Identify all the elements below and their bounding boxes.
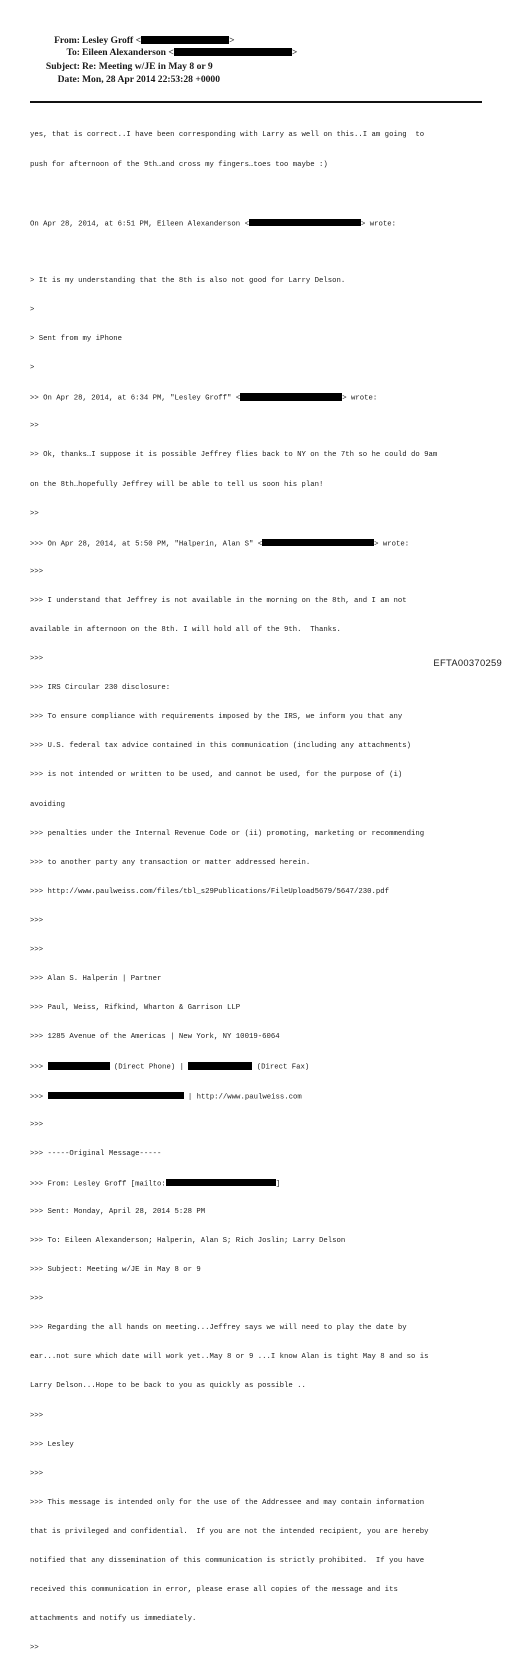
body-line: on the 8th…hopefully Jeffrey will be able to tell us soon his plan!: [30, 480, 324, 489]
body-line: >>> Paul, Weiss, Rifkind, Wharton & Garrison LLP: [30, 1004, 241, 1013]
body-line: notified that any dissemination of this communication is strictly prohibited. If you have: [30, 1557, 425, 1565]
body-line: >>>: [30, 1469, 44, 1478]
body-line: >>: [30, 422, 39, 431]
body-text: >>>: [30, 1063, 48, 1072]
body-line: avoiding: [30, 800, 66, 809]
body-line: [30, 393, 480, 403]
body-text: (Direct Phone) |: [109, 1063, 189, 1072]
body-line: >>> to another party any transaction or matter addressed herein.: [30, 858, 311, 867]
body-line: >>> 1285 Avenue of the Americas | New York, NY 10019-6064: [30, 1033, 280, 1042]
body-line: push for afternoon of the 9th…and cross my fingers…toes too maybe :): [30, 160, 328, 169]
body-line: >>> Lesley: [30, 1440, 74, 1449]
body-line: >>> Alan S. Halperin | Partner: [30, 975, 162, 984]
redaction-box: [48, 1092, 184, 1100]
body-line: [30, 1062, 480, 1072]
body-line: available in afternoon on the 8th. I will hold all of the 9th. Thanks.: [30, 626, 341, 634]
body-line: >>>: [30, 916, 44, 925]
body-line: >>> Subject: Meeting w/JE in May 8 or 9: [30, 1266, 201, 1275]
bates-number: EFTA00370259: [433, 657, 502, 668]
subject-value: Re: Meeting w/JE in May 8 or 9: [82, 61, 213, 72]
body-line: >>> Sent: Monday, April 28, 2014 5:28 PM: [30, 1207, 206, 1216]
subject-label: Subject:: [45, 61, 80, 72]
body-line: ear...not sure which date will work yet..May 8 or 9 ...I know Alan is tight May 8 and so is: [30, 1353, 429, 1362]
redaction-box: [188, 1062, 252, 1070]
body-line: Larry Delson...Hope to be back to you as quickly as possible ..: [30, 1382, 306, 1391]
body-text: > wrote:: [342, 394, 378, 403]
body-line: >>> Regarding the all hands on meeting...Jeffrey says we will need to play the date by: [30, 1324, 407, 1333]
body-line: >>> To: Eileen Alexanderson; Halperin, Alan S; Rich Joslin; Larry Delson: [30, 1236, 346, 1245]
body-line: [30, 219, 480, 229]
body-line: >>>: [30, 1411, 44, 1420]
body-text: >>> From: Lesley Groff [mailto:: [30, 1180, 166, 1189]
body-line: >>> I understand that Jeffrey is not available in the morning on the 8th, and I am not: [30, 596, 407, 605]
redaction-box: [48, 1062, 110, 1070]
from-close: >: [229, 35, 235, 46]
to-label: To:: [66, 47, 80, 58]
body-text: >>>: [30, 1093, 48, 1101]
body-line: >> Ok, thanks…I suppose it is possible Jeffrey flies back to NY on the 7th so he could do 9am: [30, 451, 438, 460]
body-line: >>> U.S. federal tax advice contained in this communication (including any attachments): [30, 742, 411, 751]
header-date-row: [0, 73, 512, 86]
redaction-box: [262, 539, 374, 547]
body-line: that is privileged and confidential. If you are not the intended recipient, you are hereby: [30, 1527, 429, 1536]
body-line: >>> To ensure compliance with requirements imposed by the IRS, we inform you that any: [30, 713, 403, 722]
redaction-box: [249, 219, 361, 227]
date-label: Date:: [57, 74, 80, 85]
body-line: >>> http://www.paulweiss.com/files/tbl_s29Publications/FileUpload5679/5647/230.pdf: [30, 887, 390, 896]
body-line: received this communication in error, please erase all copies of the message and its: [30, 1586, 398, 1595]
body-line: >>>: [30, 655, 44, 664]
body-text: | http://www.paulweiss.com: [183, 1093, 302, 1101]
body-line: >>>: [30, 946, 44, 955]
body-text: >> On Apr 28, 2014, at 6:34 PM, "Lesley Groff" <: [30, 394, 241, 403]
body-line: > It is my understanding that the 8th is also not good for Larry Delson.: [30, 276, 346, 285]
body-text: >>> On Apr 28, 2014, at 5:50 PM, "Halperin, Alan S" <: [30, 540, 263, 549]
body-line: >>>: [30, 567, 44, 576]
body-text: (Direct Fax): [252, 1063, 310, 1072]
email-body: [30, 112, 480, 1673]
from-value: Lesley Groff <: [82, 35, 142, 46]
from-label: From:: [54, 35, 80, 46]
body-text: > wrote:: [374, 540, 410, 549]
redaction-box: [166, 1179, 276, 1187]
body-line: >>: [30, 1644, 39, 1653]
body-line: >>> is not intended or written to be used, and cannot be used, for the purpose of (i): [30, 771, 403, 780]
body-line: >: [30, 364, 35, 373]
body-line: >>> penalties under the Internal Revenue Code or (ii) promoting, marketing or recommending: [30, 829, 425, 838]
redaction-box: [141, 36, 229, 44]
header-to-row: [0, 46, 512, 59]
body-line: [30, 1092, 480, 1102]
redaction-box: [174, 48, 292, 56]
body-line: [30, 1179, 480, 1189]
body-line: > Sent from my iPhone: [30, 335, 122, 344]
body-line: >>>: [30, 1120, 44, 1129]
body-line: yes, that is correct..I have been corresponding with Larry as well on this..I am going to: [30, 131, 425, 140]
body-line: [30, 539, 480, 549]
body-line: attachments and notify us immediately.: [30, 1615, 197, 1624]
to-value: Eileen Alexanderson <: [82, 47, 174, 58]
header-divider: [30, 101, 482, 103]
body-line: >: [30, 305, 35, 314]
body-line: >>>: [30, 1295, 44, 1304]
body-text: > wrote:: [360, 220, 396, 229]
body-line: >>> -----Original Message-----: [30, 1149, 162, 1158]
to-close: >: [291, 47, 298, 58]
header-subject-row: [0, 60, 512, 73]
body-line: >>> This message is intended only for the use of the Addressee and may contain information: [30, 1498, 425, 1507]
redaction-box: [240, 393, 342, 401]
date-value: Mon, 28 Apr 2014 22:53:28 +0000: [82, 74, 221, 85]
body-line: >>: [30, 509, 39, 518]
body-text: ]: [275, 1180, 281, 1189]
body-line: >>> IRS Circular 230 disclosure:: [30, 684, 171, 693]
body-text: On Apr 28, 2014, at 6:51 PM, Eileen Alexanderson <: [30, 220, 249, 229]
